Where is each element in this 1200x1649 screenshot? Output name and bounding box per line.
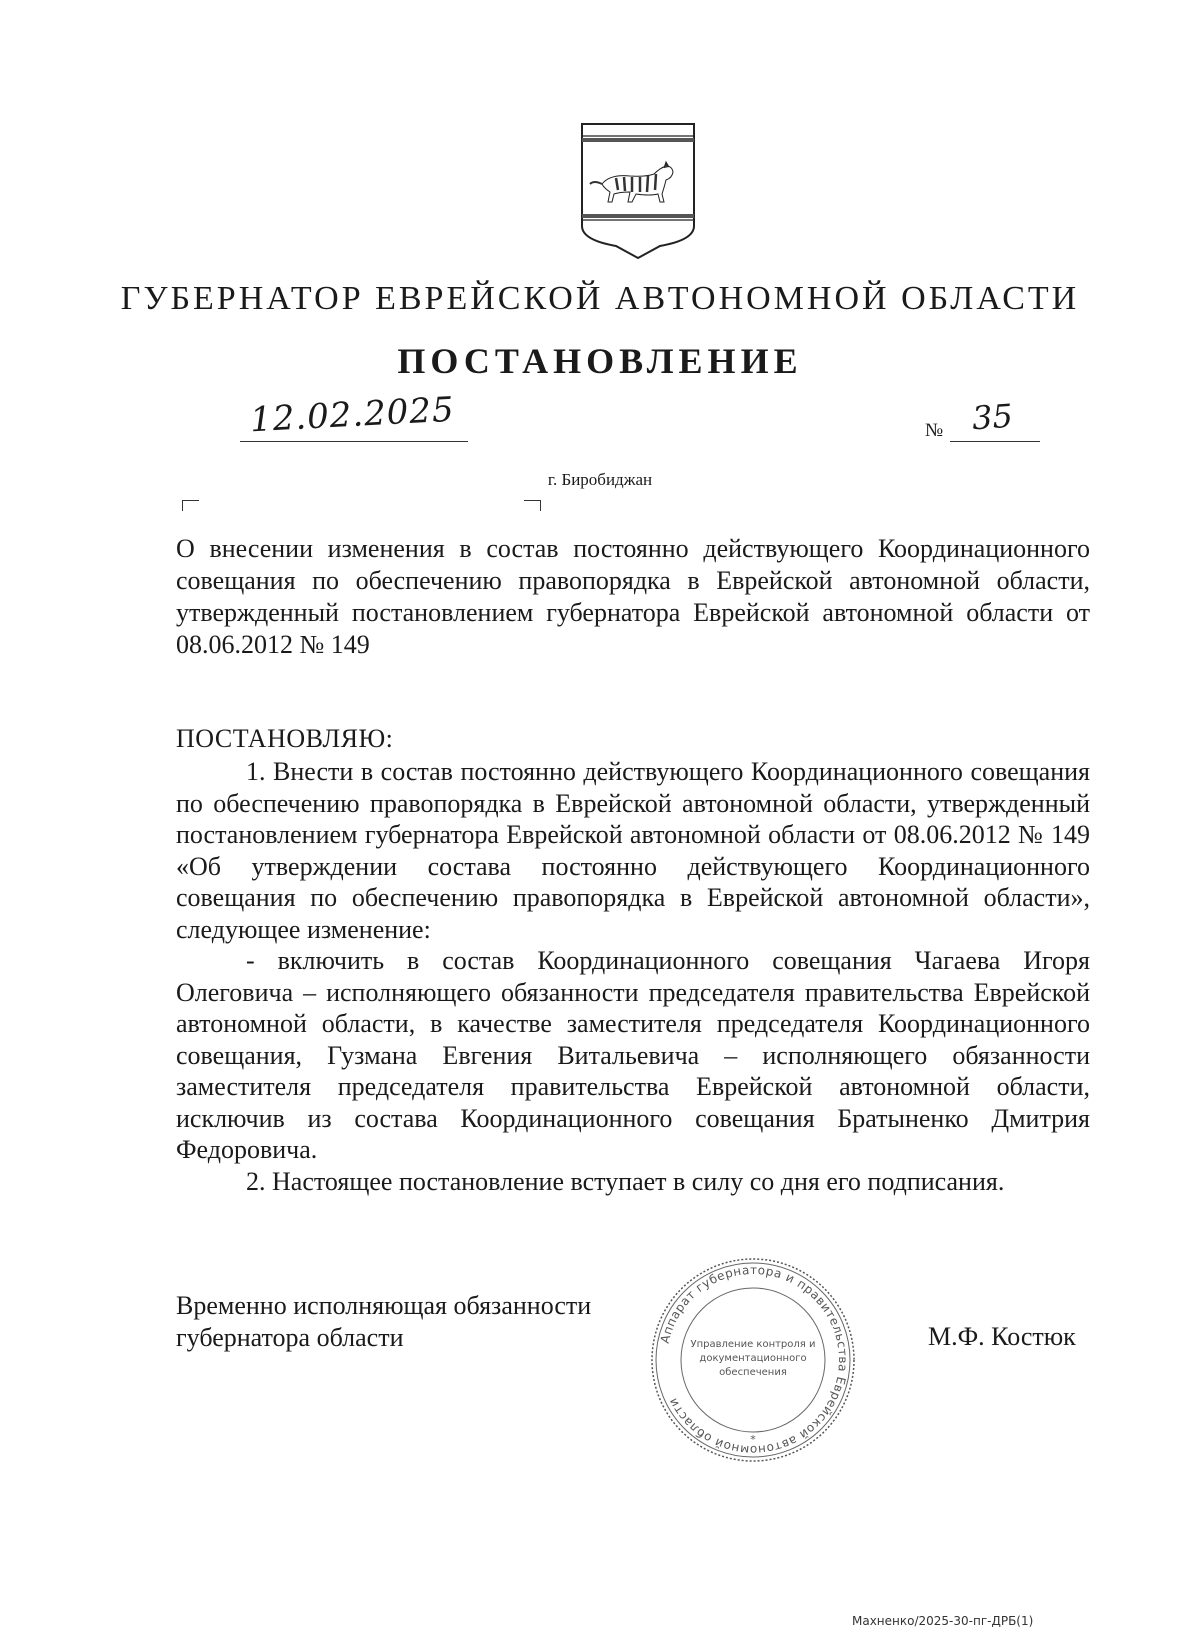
svg-text:Аппарат губернатора и правител: Аппарат губернатора и правительства Еврейской автономной области — [657, 1262, 851, 1458]
handwritten-date: 12.02.2025 — [249, 389, 456, 441]
preamble: ПОСТАНОВЛЯЮ: — [176, 724, 394, 753]
paragraph-1: 1. Внести в состав постоянно действующего Координационного совещания по обеспечению правопорядка в Еврейской автономной области, утвержденный постановлением губернатора Еврейской автономной области от 08.06.2012 № 149 «Об утверждении состава постоянно действующего Координационного совещания по обеспечению правопорядка в Еврейской автономной области», следующее изменение: — [176, 757, 1090, 944]
paragraph-2: 2. Настоящее постановление вступает в силу со дня его подписания. — [246, 1166, 1005, 1196]
signatory-title — [176, 1290, 591, 1354]
footer-registration-code: Махненко/2025-30-пг-ДРБ(1) — [852, 1614, 1034, 1628]
city-name: г. Биробиджан — [547, 470, 653, 489]
coat-of-arms-emblem — [580, 122, 696, 260]
svg-text:*: * — [750, 1433, 756, 1446]
official-seal-stamp — [648, 1255, 858, 1465]
date-underline — [240, 441, 468, 442]
number-underline — [950, 441, 1040, 442]
handwritten-number: 35 — [970, 396, 1014, 438]
document-type-title: ПОСТАНОВЛЕНИЕ — [397, 341, 803, 381]
signatory-title-line2: губернатора области — [176, 1323, 404, 1352]
svg-text:Управление контроля и: Управление контроля и — [690, 1339, 816, 1350]
svg-text:обеспечения: обеспечения — [719, 1367, 787, 1378]
document-subject: О внесении изменения в состав постоянно действующего Координационного совещания по обеспечению правопорядка в Еврейской автономной области, утвержденный постановлением губернатора Еврейской автономной области от 08.06.2012 № 149 — [176, 534, 1090, 659]
document-body — [176, 756, 1090, 1197]
svg-text:документационного: документационного — [699, 1353, 807, 1364]
signatory-title-line1: Временно исполняющая обязанности — [176, 1291, 592, 1320]
issuing-authority: ГУБЕРНАТОР ЕВРЕЙСКОЙ АВТОНОМНОЙ ОБЛАСТИ — [120, 280, 1080, 317]
subject-bracket-left — [182, 500, 199, 511]
paragraph-amendment: - включить в состав Координационного совещания Чагаева Игоря Олеговича – исполняющего обязанности председателя правительства Еврейской автономной области, в качестве заместителя председателя Координационного совещания, Гузмана Евгения Витальевича – исполняющего обязанности заместителя председателя правительства Еврейской автономной области, исключив из состава Координационного совещания Братыненко Дмитрия Федоровича. — [176, 946, 1090, 1164]
subject-bracket-right — [524, 500, 541, 511]
signatory-name: М.Ф. Костюк — [928, 1322, 1076, 1351]
number-label: № — [925, 420, 944, 441]
